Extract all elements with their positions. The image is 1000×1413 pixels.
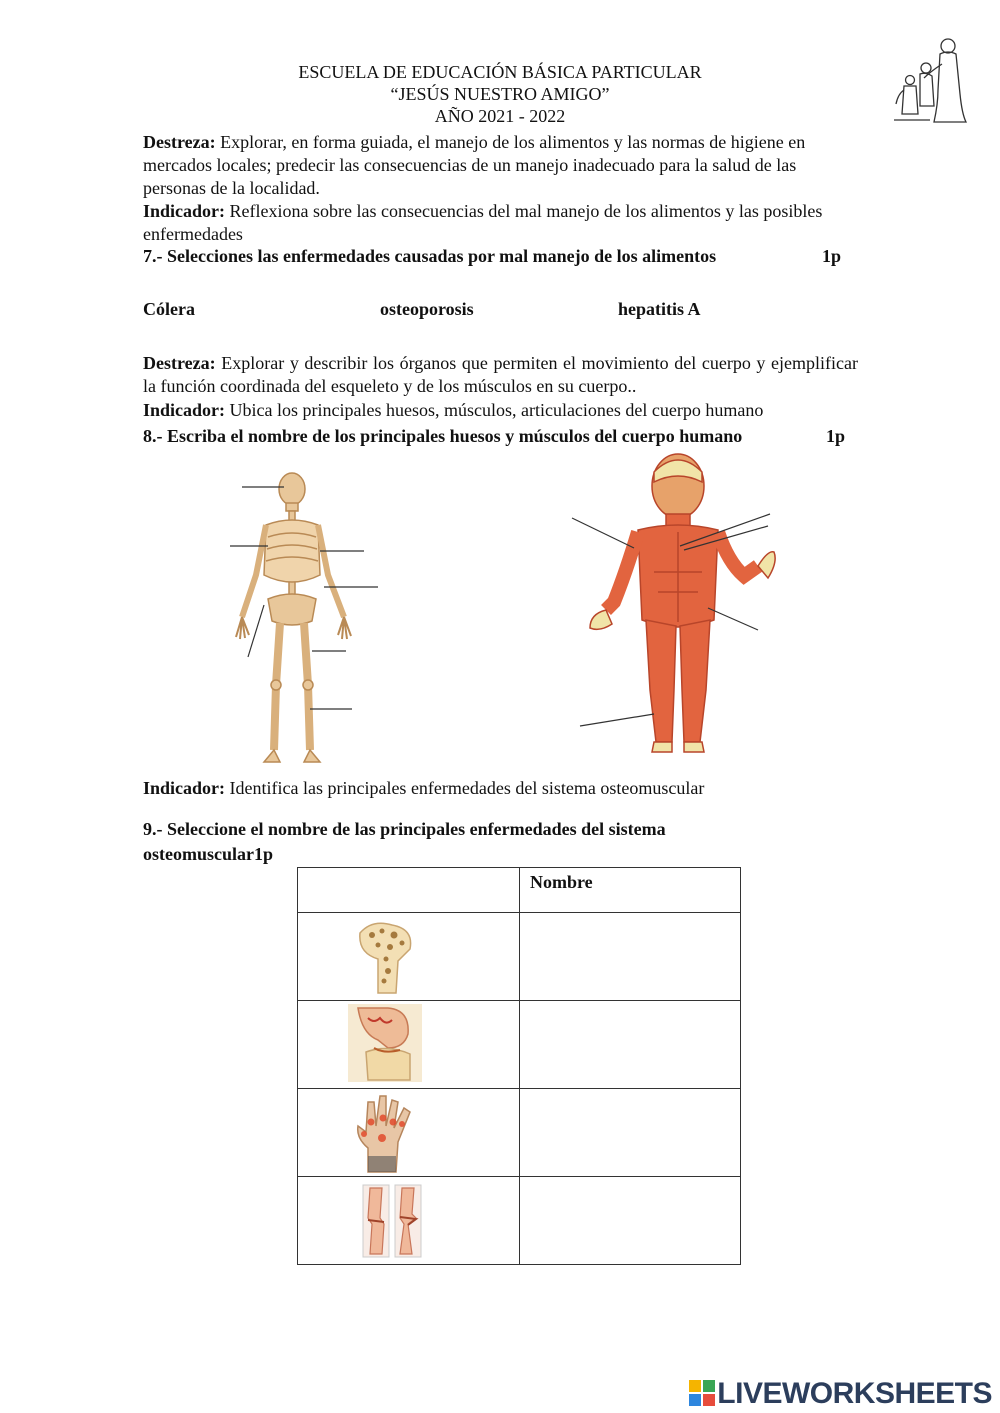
school-logo-icon [890,34,976,126]
disease-name-3[interactable] [520,1089,741,1177]
osteoporosis-bone-icon [352,919,420,995]
table-header-image [298,868,520,913]
destreza-7-text: Explorar, en forma guiada, el manejo de los alimentos y las normas de higiene en mercados locales; predecir las consecuencias de un manejo inadecuado para la salud de las personas de la localidad. [143,132,806,198]
destreza-7 [143,131,858,200]
table-row [298,1089,741,1177]
school-name: ESCUELA DE EDUCACIÓN BÁSICA PARTICULAR [298,62,702,82]
table-row [298,1177,741,1265]
fracture-bone-image [298,1177,520,1265]
indicador-9-label: Indicador: [143,778,226,798]
indicador-8-text: Ubica los principales huesos, músculos, articulaciones del cuerpo humano [225,400,764,420]
table-header-nombre: Nombre [520,868,741,913]
indicador-7 [143,200,858,246]
table-row [298,913,741,1001]
indicador-8-label: Indicador: [143,400,226,420]
disease-name-1[interactable] [520,913,741,1001]
arthritis-hand-icon [352,1092,414,1174]
question-7: 7.- Selecciones las enfermedades causadas por mal manejo de los alimentos [143,246,717,266]
destreza-8-label: Destreza: [143,353,216,373]
option-colera[interactable]: Cólera [143,299,195,319]
arthritis-knee-image [298,1001,520,1089]
school-year: AÑO 2021 - 2022 [434,106,566,126]
indicador-8 [143,399,858,422]
disease-name-4[interactable] [520,1177,741,1265]
school-title: “JESÚS NUESTRO AMIGO” [390,84,610,104]
table-row [298,1001,741,1089]
destreza-8 [143,352,858,398]
osteoporosis-bone-image [298,913,520,1001]
indicador-9 [143,777,858,800]
destreza-8-text: Explorar y describir los órganos que permiten el movimiento del cuerpo y ejemplificar la función coordinada del esqueleto y de los músculos en su cuerpo.. [143,353,858,396]
liveworksheets-brand [689,1377,992,1411]
indicador-7-text: Reflexiona sobre las consecuencias del mal manejo de los alimentos y las posibles enfermedades [143,201,823,244]
fracture-bone-icon [362,1184,424,1258]
liveworksheets-logo-icon [689,1380,715,1406]
disease-name-2[interactable] [520,1001,741,1089]
option-hepatitis-a[interactable]: hepatitis A [618,299,701,319]
liveworksheets-brand-text: LIVEWORKSHEETS [717,1377,992,1410]
destreza-7-label: Destreza: [143,132,216,152]
question-9: 9.- Seleccione el nombre de las principales enfermedades del sistema osteomuscular1p [143,819,666,864]
skeleton-illustration [220,465,385,770]
question-7-points: 1p [822,246,842,266]
question-8: 8.- Escriba el nombre de los principales huesos y músculos del cuerpo humano [143,426,743,446]
question-8-points: 1p [826,426,846,446]
muscle-body-illustration [568,452,800,770]
option-osteoporosis[interactable]: osteoporosis [380,299,474,319]
indicador-7-label: Indicador: [143,201,226,221]
arthritis-knee-icon [348,1004,422,1082]
diseases-table [297,867,741,1265]
table-header-row [298,868,741,913]
indicador-9-text: Identifica las principales enfermedades del sistema osteomuscular [225,778,705,798]
arthritis-hand-image [298,1089,520,1177]
